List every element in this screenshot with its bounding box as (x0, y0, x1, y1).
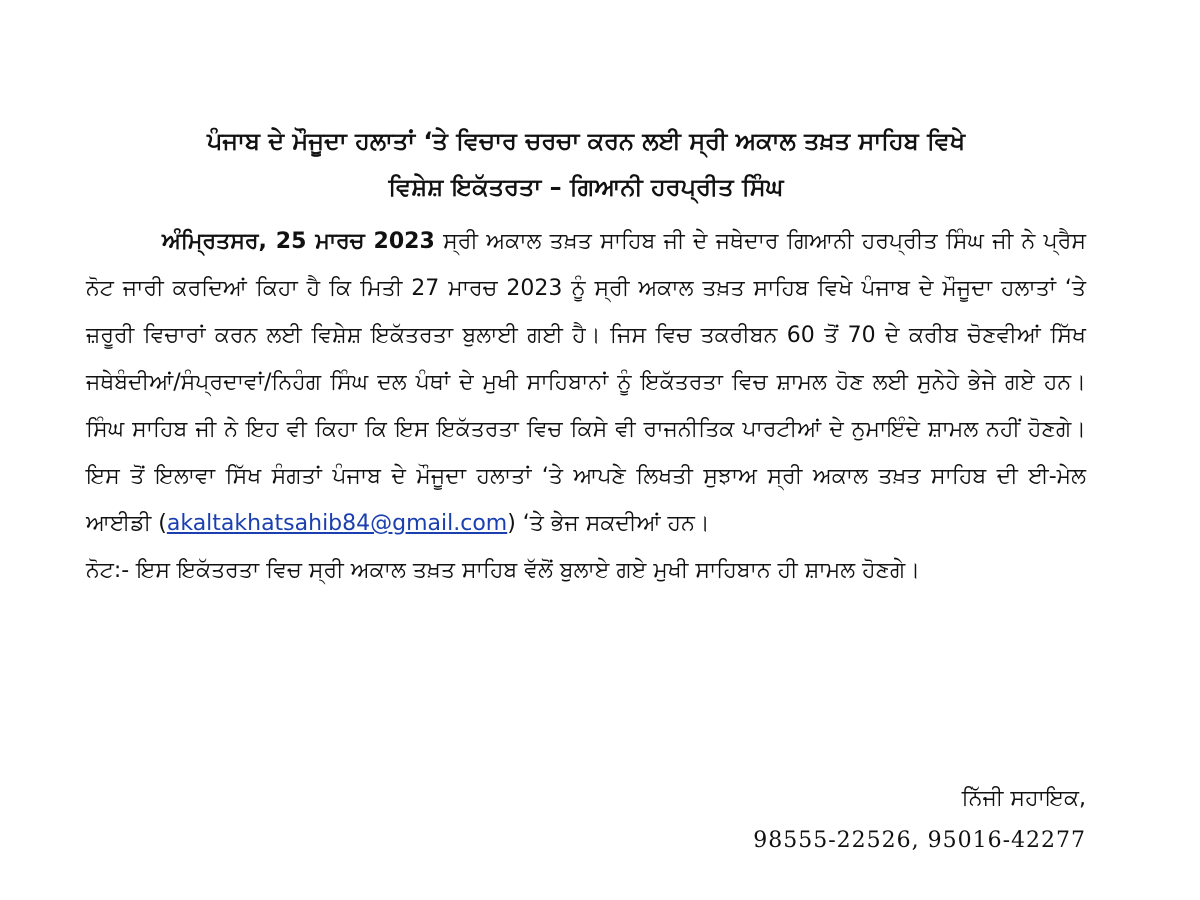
note-paragraph: ਨੋਟ:- ਇਸ ਇਕੱਤਰਤਾ ਵਿਚ ਸ੍ਰੀ ਅਕਾਲ ਤਖ਼ਤ ਸਾਹਿਬ ਵੱਲੋਂ ਬੁਲਾਏ ਗਏ ਮੁਖੀ ਸਾਹਿਬਾਨ ਹੀ ਸ਼ਾਮਲ ਹੋਣਗੇ। (86, 558, 921, 583)
body-text-part-1: ਸ੍ਰੀ ਅਕਾਲ ਤਖ਼ਤ ਸਾਹਿਬ ਜੀ ਦੇ ਜਥੇਦਾਰ ਗਿਆਨੀ ਹਰਪ੍ਰੀਤ ਸਿੰਘ ਜੀ ਨੇ ਪ੍ਰੈਸ ਨੋਟ ਜਾਰੀ ਕਰਦਿਆਂ ਕਿਹਾ ਹੈ ਕਿ ਮਿਤੀ 27 ਮਾਰਚ 2023 ਨੂੰ ਸ੍ਰੀ ਅਕਾਲ ਤਖ਼ਤ ਸਾਹਿਬ ਵਿਖੇ ਪੰਜਾਬ ਦੇ ਮੌਜੂਦਾ ਹਲਾਤਾਂ ‘ਤੇ ਜ਼ਰੂਰੀ ਵਿਚਾਰਾਂ ਕਰਨ ਲਈ ਵਿਸ਼ੇਸ਼ ਇਕੱਤਰਤਾ ਬੁਲਾਈ ਗਈ ਹੈ। ਜਿਸ ਵਿਚ ਤਕਰੀਬਨ 60 ਤੋਂ 70 ਦੇ ਕਰੀਬ ਚੋਣਵੀਆਂ ਸਿੱਖ ਜਥੇਬੰਦੀਆਂ/ਸੰਪ੍ਰਦਾਵਾਂ/ਨਿਹੰਗ ਸਿੰਘ ਦਲ ਪੰਥਾਂ ਦੇ ਮੁਖੀ ਸਾਹਿਬਾਨਾਂ ਨੂੰ ਇਕੱਤਰਤਾ ਵਿਚ ਸ਼ਾਮਲ ਹੋਣ ਲਈ ਸੁਨੇਹੇ ਭੇਜੇ ਗਏ ਹਨ। ਸਿੰਘ ਸਾਹਿਬ ਜੀ ਨੇ ਇਹ ਵੀ ਕਿਹਾ ਕਿ ਇਸ ਇਕੱਤਰਤਾ ਵਿਚ ਕਿਸੇ ਵੀ ਰਾਜਨੀਤਿਕ ਪਾਰਟੀਆਂ ਦੇ ਨੁਮਾਇੰਦੇ ਸ਼ਾਮਲ ਨਹੀਂ ਹੋਣਗੇ। ਇਸ ਤੋਂ ਇਲਾਵਾ ਸਿੱਖ ਸੰਗਤਾਂ ਪੰਜਾਬ ਦੇ ਮੌਜੂਦਾ ਹਲਾਤਾਂ ‘ਤੇ ਆਪਣੇ ਲਿਖਤੀ ਸੁਝਾਅ ਸ੍ਰੀ ਅਕਾਲ ਤਖ਼ਤ ਸਾਹਿਬ ਦੀ ਈ-ਮੇਲ ਆਈਡੀ ( (86, 229, 1086, 536)
press-note-body (86, 218, 1086, 547)
dateline: ਅੰਮ੍ਰਿਤਸਰ, 25 ਮਾਰਚ 2023 (162, 229, 435, 254)
signature-phones: 98555-22526, 95016-42277 (753, 828, 1086, 853)
title-line-1: ਪੰਜਾਬ ਦੇ ਮੌਜੂਦਾ ਹਲਾਤਾਂ ‘ਤੇ ਵਿਚਾਰ ਚਰਚਾ ਕਰਨ ਲਈ ਸ੍ਰੀ ਅਕਾਲ ਤਖ਼ਤ ਸਾਹਿਬ ਵਿਖੇ (206, 127, 966, 155)
signature-title: ਨਿੱਜੀ ਸਹਾਇਕ, (961, 786, 1086, 811)
body-text-part-2: ) ‘ਤੇ ਭੇਜ ਸਕਦੀਆਂ ਹਨ। (507, 511, 710, 536)
press-note-title (86, 118, 1086, 210)
press-note-page (86, 118, 1086, 868)
signature-block (753, 778, 1086, 862)
email-link[interactable]: akaltakhatsahib84@gmail.com (166, 511, 508, 536)
title-line-2: ਵਿਸ਼ੇਸ਼ ਇਕੱਤਰਤਾ – ਗਿਆਨੀ ਹਰਪ੍ਰੀਤ ਸਿੰਘ (388, 173, 784, 201)
